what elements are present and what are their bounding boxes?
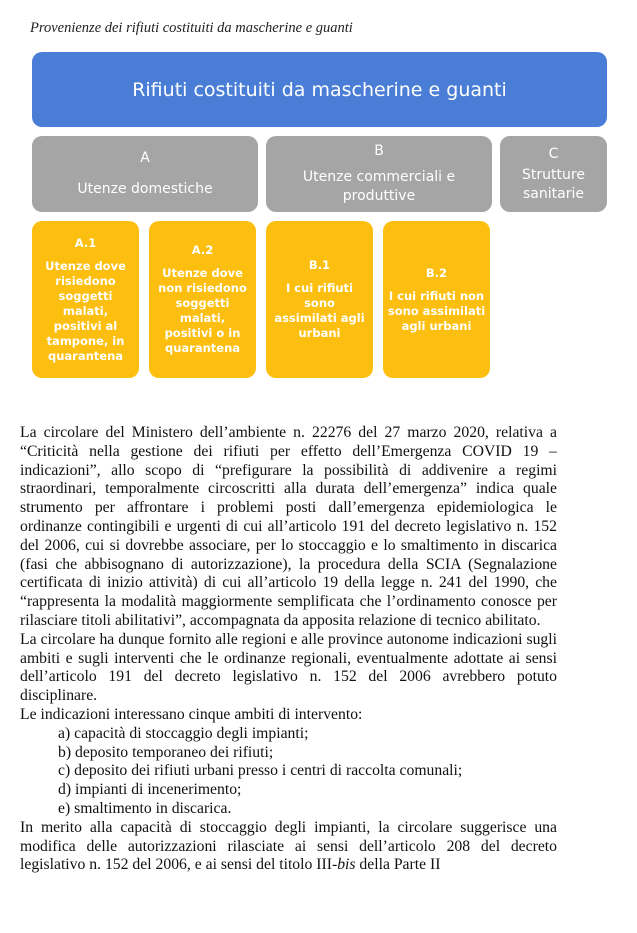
body-text: [20, 424, 557, 875]
paragraph-circolare: La circolare del Ministero dell’ambiente n. 22276 del 27 marzo 2020, relativa a “Criticità nella gestione dei rifiuti per effetto dell’Emergenza COVID 19 – indicazioni”, allo scopo di “prefigurare la possibilità di addivenire a regimi straordinari, temporalmente circoscritti alla durata dell’emergenza” indica quale strumento per affrontare i problemi posti dall’emergenza epidemiologica le ordinanze contingibili e urgenti di cui all’articolo 191 del decreto legislativo n. 152 del 2006, cui si dovrebbe associare, per lo stoccaggio e lo smaltimento in discarica (fasi che abbisognano di autorizzazione), la procedura della SCIA (Segnalazione certificata di inizio attività) di cui all’articolo 19 della legge n. 241 del 1990, che “rappresenta la modalità maggiormente semplificata che l’ordinamento conosce per rilasciare titoli abilitativi”, accompagnata da apposita relazione di tecnico abilitato.: [20, 424, 557, 629]
category-c-node: [500, 136, 607, 212]
category-a-node: [32, 136, 258, 212]
figure-caption: Provenienze dei rifiuti costituiti da mascherine e guanti: [30, 20, 353, 36]
paragraph-indicazioni: La circolare ha dunque fornito alle regioni e alle province autonome indicazioni sugli ambiti e sugli interventi che le ordinanze regionali, eventualmente adottate ai sensi dell’articolo 191 del decreto legislativo n. 152 del 2006 avrebbero potuto disciplinare.: [20, 630, 557, 705]
subcategory-b1-label: I cui rifiuti sono assimilati agli urbani: [274, 281, 365, 340]
subcategory-a1-code: A.1: [74, 235, 97, 250]
root-node: [32, 52, 607, 127]
paragraph-stoccaggio-end: della Parte II: [355, 856, 441, 874]
list-item: b) deposito temporaneo dei rifiuti;: [58, 743, 274, 761]
category-c-code: C: [548, 145, 559, 162]
ambiti-list: [20, 725, 557, 819]
subcategory-a2-code: A.2: [191, 243, 214, 257]
subcategory-b2-node: [383, 221, 490, 378]
category-c-label: Strutture sanitarie: [522, 166, 585, 202]
subcategory-a2-label: Utenze dove non risiedono soggetti malati, positivi o in quarantena: [158, 266, 247, 355]
subcategory-b1-node: [266, 221, 373, 378]
subcategory-b2-code: B.2: [425, 265, 448, 280]
list-item: a) capacità di stoccaggio degli impianti;: [58, 724, 309, 742]
list-item: e) smaltimento in discarica.: [58, 799, 232, 817]
category-b-code: B: [374, 143, 384, 159]
subcategory-b2-label: I cui rifiuti non sono assimilati agli urbani: [387, 288, 486, 333]
list-item: c) deposito dei rifiuti urbani presso i centri di raccolta comunali;: [58, 762, 463, 780]
category-a-label: Utenze domestiche: [77, 181, 213, 197]
hierarchy-diagram: [0, 0, 637, 400]
paragraph-stoccaggio: [20, 819, 557, 875]
category-b-label: Utenze commerciali e produttive: [302, 169, 456, 204]
category-a-code: A: [140, 150, 150, 166]
paragraph-stoccaggio-start: In merito alla capacità di stoccaggio degli impianti, la circolare suggerisce una modifica delle autorizzazioni rilasciate ai sensi dell’articolo 208 del decreto legislativo n. 152 del 2006, e ai sensi del titolo III-: [20, 818, 557, 874]
root-node-label: Rifiuti costituiti da mascherine e guanti: [132, 78, 507, 101]
subcategory-a1-label: Utenze dove risiedono soggetti malati, positivi al tampone, in quarantena: [45, 258, 126, 363]
list-item: d) impianti di incenerimento;: [58, 781, 242, 799]
category-b-node: [266, 136, 492, 212]
paragraph-ambiti-intro: Le indicazioni interessano cinque ambiti di intervento:: [20, 705, 363, 723]
subcategory-b1-code: B.1: [308, 258, 331, 272]
paragraph-stoccaggio-italic: bis: [337, 856, 356, 874]
subcategory-a2-node: [149, 221, 256, 378]
subcategory-a1-node: [32, 221, 139, 378]
